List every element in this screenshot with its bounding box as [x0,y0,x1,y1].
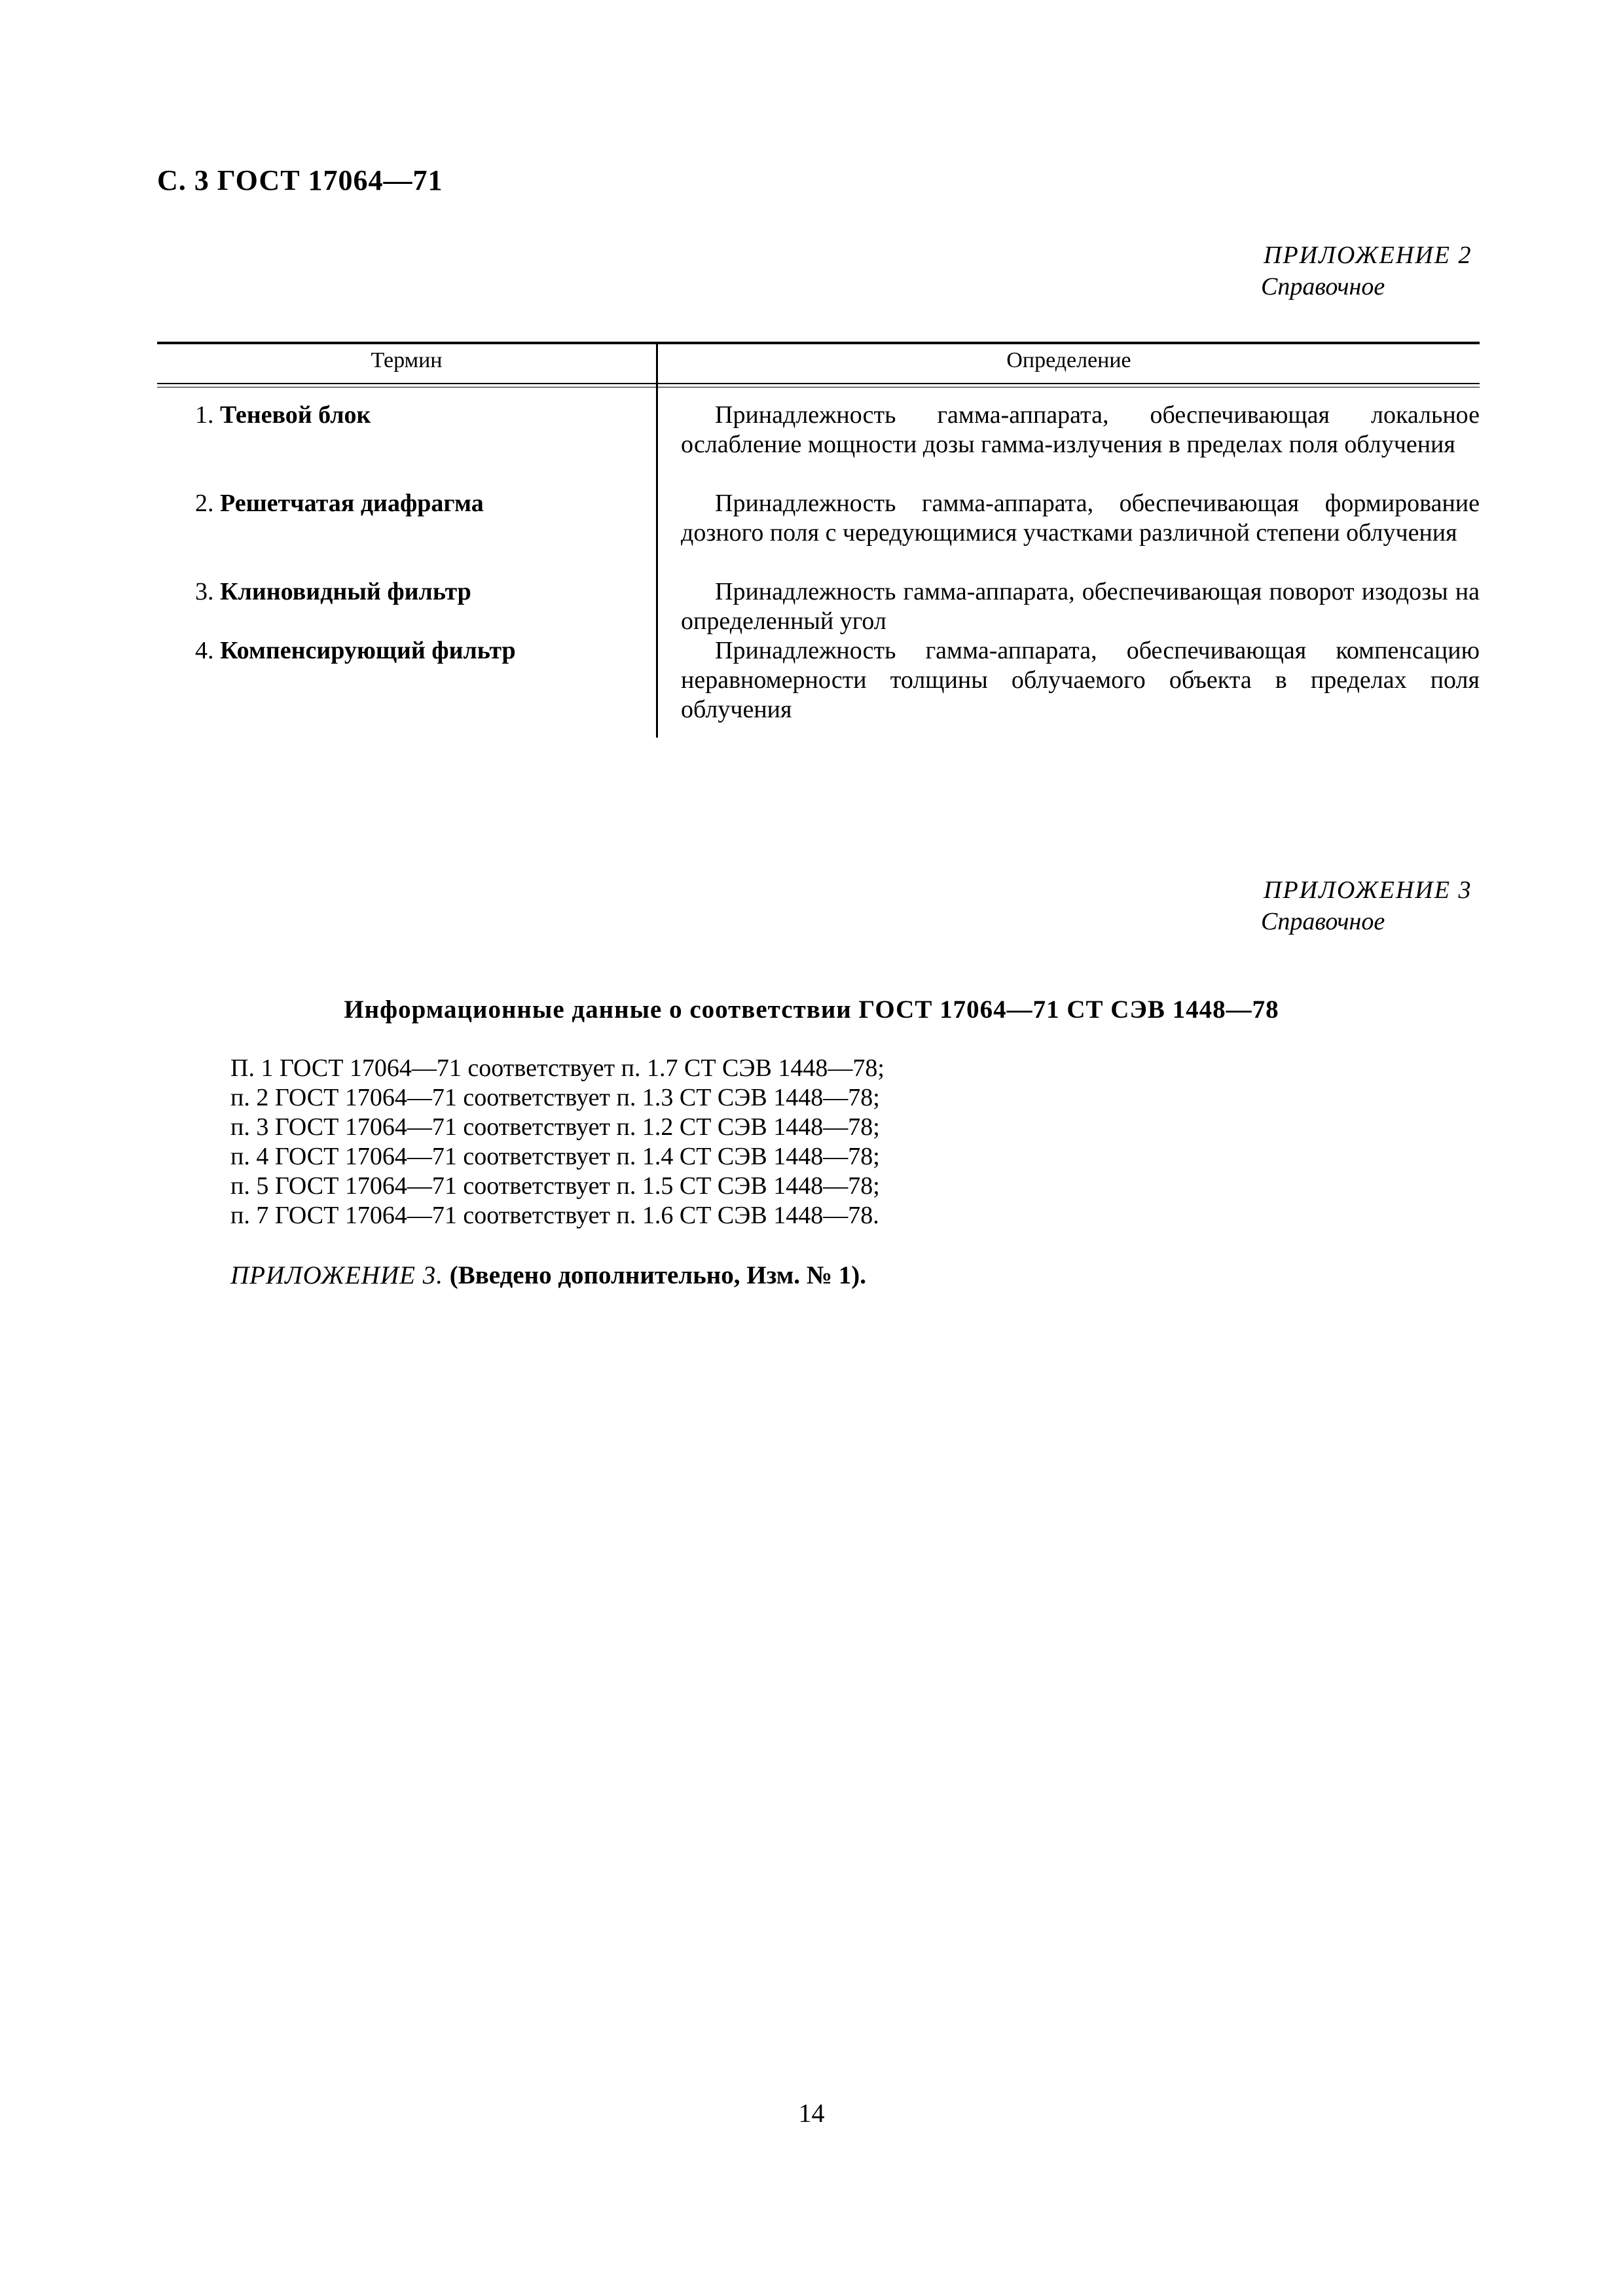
amendment-note [230,1261,866,1290]
table-row-term [195,401,371,429]
table-column-divider [656,342,658,738]
term-number: 3. [195,578,214,605]
list-item: п. 3 ГОСТ 17064—71 соответствует п. 1.2 СТ СЭВ 1448—78; [230,1113,880,1141]
page-number: 14 [798,2098,825,2128]
table-row-term [195,636,516,665]
table-header-rule [157,383,1480,384]
term-name: Компенсирующий фильтр [220,637,516,664]
list-item: п. 5 ГОСТ 17064—71 соответствует п. 1.5 СТ СЭВ 1448—78; [230,1172,880,1200]
list-item: п. 2 ГОСТ 17064—71 соответствует п. 1.3 СТ СЭВ 1448—78; [230,1084,880,1111]
term-number: 4. [195,637,214,664]
appendix-3-type: Справочное [1261,908,1385,935]
term-name: Решетчатая диафрагма [220,490,484,517]
list-item: п. 4 ГОСТ 17064—71 соответствует п. 1.4 СТ СЭВ 1448—78; [230,1143,880,1170]
term-name: Теневой блок [220,401,371,429]
term-name: Клиновидный фильтр [220,578,471,605]
list-item: П. 1 ГОСТ 17064—71 соответствует п. 1.7 СТ СЭВ 1448—78; [230,1054,884,1082]
page-header: С. 3 ГОСТ 17064—71 [157,164,443,196]
column-header-term: Термин [371,348,443,372]
table-row-definition: Принадлежность гамма-аппарата, обеспечивающая формирование дозного поля с чередующимися участками различной степени облучения [681,490,1480,547]
list-item: п. 7 ГОСТ 17064—71 соответствует п. 1.6 СТ СЭВ 1448—78. [230,1202,879,1229]
table-row-term [195,489,484,518]
term-number: 2. [195,490,214,517]
table-row-definition: Принадлежность гамма-аппарата, обеспечивающая поворот изодозы на определенный угол [681,578,1480,635]
terms-table [157,342,1480,738]
table-row-term [195,577,471,606]
amendment-note-ref: ПРИЛОЖЕНИЕ 3. [230,1261,443,1289]
table-row-definition: Принадлежность гамма-аппарата, обеспечивающая компенсацию неравномерности толщины облучаемого объекта в пределах поля облучения [681,637,1480,723]
appendix-3-title: ПРИЛОЖЕНИЕ 3 [1264,876,1472,904]
appendix-2-title: ПРИЛОЖЕНИЕ 2 [1264,242,1472,269]
column-header-definition: Определение [1006,348,1131,372]
table-row-definition: Принадлежность гамма-аппарата, обеспечивающая локальное ослабление мощности дозы гамма-излучения в пределах поля облучения [681,401,1480,458]
table-top-rule [157,342,1480,344]
appendix-2-type: Справочное [1261,273,1385,300]
amendment-note-text: (Введено дополнительно, Изм. № 1). [449,1261,866,1289]
correspondence-list [230,1054,884,1230]
correspondence-heading: Информационные данные о соответствии ГОСТ 17064—71 СТ СЭВ 1448—78 [344,996,1279,1024]
term-number: 1. [195,401,214,429]
